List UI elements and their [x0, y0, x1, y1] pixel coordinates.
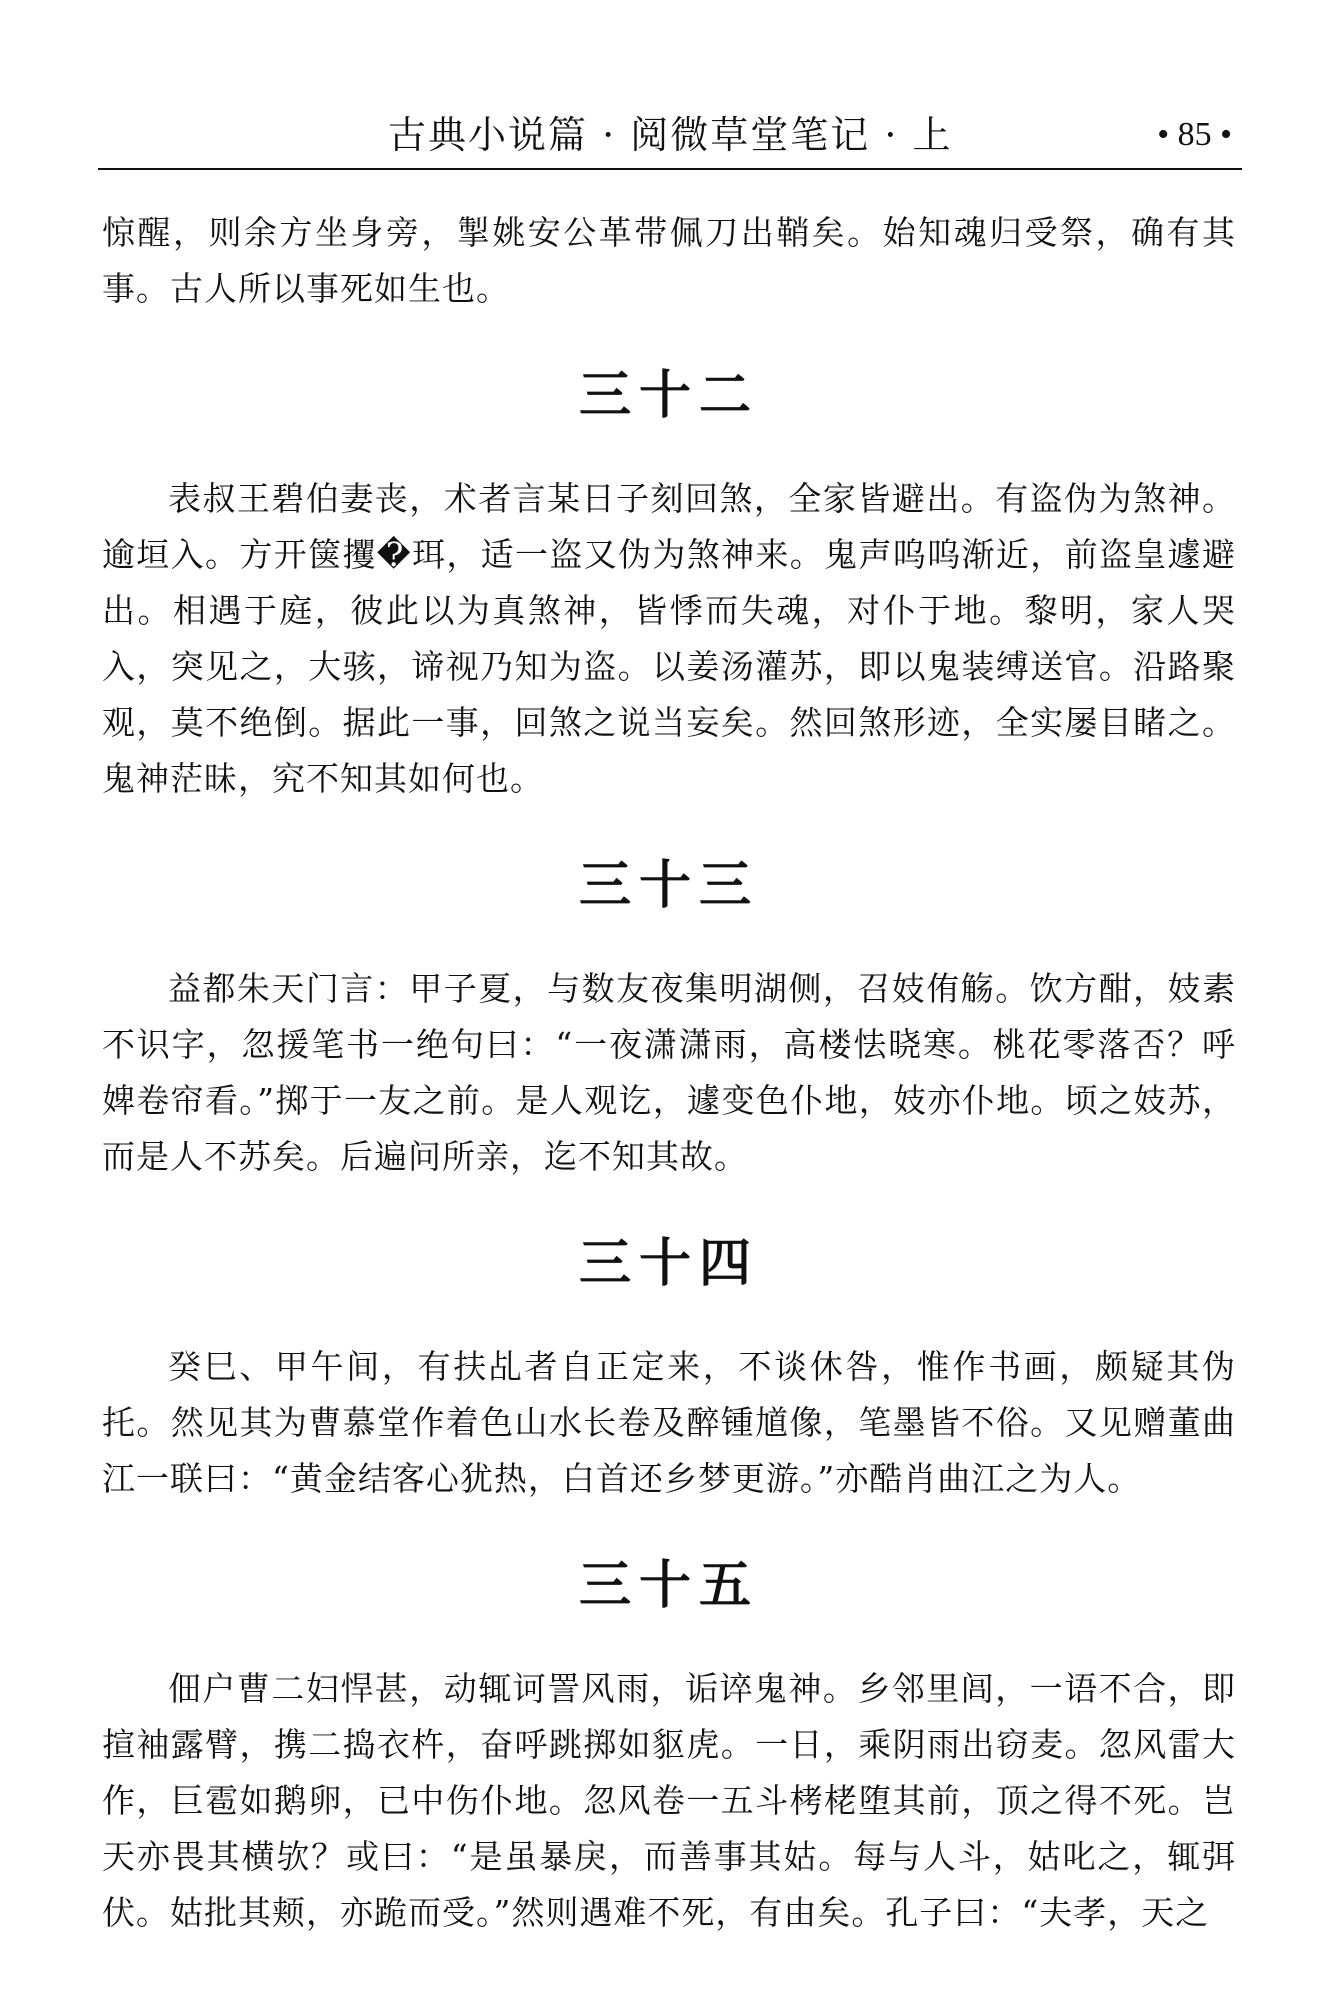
header-title: 古典小说篇 · 阅微草堂笔记 · 上: [388, 113, 953, 157]
section-heading: 三十三: [578, 855, 759, 916]
paragraph: 佃户曹二妇悍甚，动辄诃詈风雨，诟谇鬼神。乡邻里闾，一语不合，即揎袖露臂，携二捣衣杵，奋呼跳掷如䝙虎。一日，乘阴雨出窃麦。忽风雷大作，巨雹如鹅卵，已中伤仆地。忽风卷一五斗栲栳堕其前，顶之得不死。岂天亦畏其横欤？或曰：“是虽暴戾，而善事其姑。每与人斗，姑叱之，辄弭伏。姑批其颊，亦跪而受。”然则遇难不死，有由矣。孔子曰：“夫孝，天之: [102, 1669, 1236, 1932]
section-heading: 三十四: [578, 1233, 759, 1294]
section-heading: 三十二: [578, 365, 759, 426]
paragraph: 癸巳、甲午间，有扶乩者自正定来，不谈休咎，惟作书画，颇疑其伪托。然见其为曹慕堂作着色山水长卷及醉锺馗像，笔墨皆不俗。又见赠董曲江一联曰：“黄金结客心犹热，白首还乡梦更游。”亦酷肖曲江之为人。: [102, 1347, 1236, 1498]
page-number: • 85 •: [1157, 116, 1232, 153]
paragraph: 表叔王碧伯妻丧，术者言某日子刻回煞，全家皆避出。有盗伪为煞神。逾垣入。方开箧攫�珥，适一盗又伪为煞神来。鬼声呜呜渐近，前盗皇遽避出。相遇于庭，彼此以为真煞神，皆悸而失魂，对仆于地。黎明，家人哭入，突见之，大骇，谛视乃知为盗。以姜汤灌苏，即以鬼装缚送官。沿路聚观，莫不绝倒。据此一事，回煞之说当妄矣。然回煞形迹，全实屡目睹之。鬼神茫昧，究不知其如何也。: [102, 479, 1236, 798]
paragraph: 惊醒，则余方坐身旁，掣姚安公革带佩刀出鞘矣。始知魂归受祭，确有其事。古人所以事死如生也。: [102, 213, 1236, 308]
body-text: [102, 205, 1236, 1941]
section-heading: 三十五: [578, 1555, 759, 1616]
paragraph: 益都朱天门言：甲子夏，与数友夜集明湖侧，召妓侑觞。饮方酣，妓素不识字，忽援笔书一绝句曰：“一夜潇潇雨，高楼怯晓寒。桃花零落否？呼婢卷帘看。”掷于一友之前。是人观讫，遽变色仆地，妓亦仆地。顷之妓苏，而是人不苏矣。后遍问所亲，迄不知其故。: [102, 969, 1236, 1176]
running-header: [98, 100, 1242, 170]
